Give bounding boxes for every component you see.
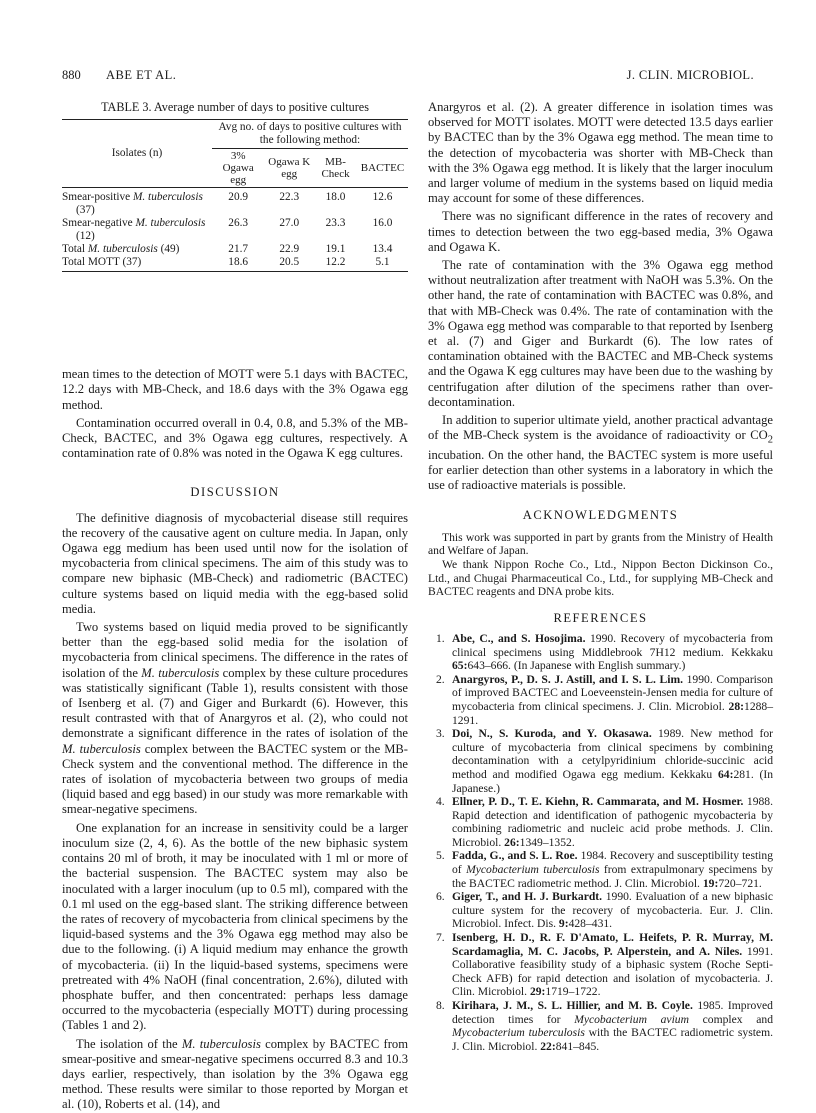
table-row: [62, 243, 408, 256]
col-header-method: MB-Check: [314, 149, 357, 188]
table-3: [62, 100, 408, 272]
table-cell: 27.0: [279, 217, 300, 230]
running-authors: ABE ET AL.: [106, 68, 177, 82]
table-cell: 22.3: [279, 191, 300, 204]
reference-list: [428, 632, 773, 1053]
reference-item: 8. Kirihara, J. M., S. L. Hillier, and M. B. Coyle. 1985. Improved detection times for Mycobacterium avium complex and Mycobacterium tuberculosis with the BACTEC radiometric system. J. Clin. Microbiol. 22:841–845.: [436, 999, 773, 1053]
acknowledgment: We thank Nippon Roche Co., Ltd., Nippon Becton Dickinson Co., Ltd., and Chugai Pharmaceutical Co., Ltd., for supplying MB-Check and BACTEC reagents and DNA probe kits.: [428, 557, 773, 599]
paragraph: One explanation for an increase in sensitivity could be a larger inoculum size (2, 4, 6). As the bottle of the new biphasic system contains 20 ml of broth, it may be inoculated with 1 ml or more of the bacterial suspension. The BACTEC system may also be inoculated with a larger inoculum (up to 0.5 ml), compared with the 0.1 ml used on the egg-based slant. The striking difference between the rates of recovery of mycobacteria from clinical specimens by the liquid-based systems and the 3% Ogawa egg method may also be due to the following. (i) A liquid medium may enhance the growth of mycobacteria. (ii) In the liquid-based systems, specimens were pretreated with 4% NaOH (final concentration, 2.6%), diluted with phosphate buffer, and then concentrated: perhaps less damage occurred to the mycobacteria (especially MOTT) during processing (Tables 1 and 2).: [62, 820, 408, 1033]
row-label: Total M. tuberculosis (49): [62, 243, 180, 256]
left-column: [62, 100, 408, 1113]
reference-item: 5. Fadda, G., and S. L. Roe. 1984. Recovery and susceptibility testing of Mycobacterium tuberculosis from extrapulmonary specimens by the BACTEC radiometric method. J. Clin. Microbiol. 19:720–721.: [436, 849, 773, 890]
reference-item: 3. Doi, N., S. Kuroda, and Y. Okasawa. 1989. New method for culture of mycobacteria from clinical specimens by combining decontamination with a cetylpyridinium chloride-succinic acid method and modified Ogawa egg medium. Kekkaku 64:281. (In Japanese.): [436, 727, 773, 795]
table-row: [62, 188, 408, 218]
table-cell: 19.1: [325, 243, 346, 256]
section-heading-references: REFERENCES: [553, 610, 648, 625]
paragraph: There was no significant difference in the rates of recovery and times to detection between the two egg-based media, 3% Ogawa and Ogawa K.: [428, 209, 773, 254]
journal-name: J. CLIN. MICROBIOL.: [626, 68, 754, 82]
paragraph: Anargyros et al. (2). A greater difference in isolation times was observed for MOTT isolates. MOTT were detected 13.5 days earlier by BACTEC than by the 3% Ogawa egg method. The mean time to the detection of mycobacteria was shorter with MB-Check than with the 3% Ogawa egg method. It is likely that the larger inoculum and larger volume of medium in the systems based on liquid media may account for some of these differences.: [428, 100, 773, 206]
reference-item: 7. Isenberg, H. D., R. F. D'Amato, L. Heifets, P. R. Murray, M. Scardamaglia, M. C. Jacobs, P. Alperstein, and A. Niles. 1991. Collaborative feasibility study of a biphasic system (Roche Septi-Check AFB) for rapid detection and isolation of mycobacteria. J. Clin. Microbiol. 29:1719–1722.: [436, 931, 774, 999]
paragraph: mean times to the detection of MOTT were 5.1 days with BACTEC, 12.2 days with MB-Check, and 18.6 days with the 3% Ogawa egg method.: [62, 367, 408, 412]
table-cell: 23.3: [325, 217, 346, 230]
table-3-grid: [62, 119, 408, 272]
table-cell: 12.2: [314, 256, 357, 272]
table-cell: 21.7: [228, 243, 249, 256]
acknowledgment: This work was supported in part by grants from the Ministry of Health and Welfare of Japan.: [428, 530, 773, 558]
running-header: [62, 68, 754, 86]
paragraph: Contamination occurred overall in 0.4, 0.8, and 5.3% of the MB-Check, BACTEC, and 3% Ogawa egg cultures, respectively. A contamination rate of 0.8% was noted in the Ogawa K egg cultures.: [62, 415, 408, 461]
reference-item: 2. Anargyros, P., D. S. J. Astill, and I. S. L. Lim. 1990. Comparison of improved BACTEC and Loeveenstein-Jensen media for culture of mycobacteria from clinical specimens. J. Clin. Microbiol. 28:1288–1291.: [436, 672, 774, 727]
section-heading-acknowledgments: ACKNOWLEDGMENTS: [522, 507, 679, 522]
col-header-method: 3% Ogawa egg: [212, 149, 264, 188]
table-row: [62, 217, 408, 243]
row-label: Smear-negative M. tuberculosis (12): [62, 217, 206, 243]
table-cell: 20.9: [228, 191, 249, 204]
table-cell: 16.0: [372, 217, 393, 230]
reference-item: 1. Abe, C., and S. Hosojima. 1990. Recovery of mycobacteria from clinical specimens using Middlebrook 7H12 medium. Kekkaku 65:643–666. (In Japanese with English summary.): [436, 631, 773, 673]
table-cell: 20.5: [264, 256, 314, 272]
table-cell: 26.3: [228, 217, 249, 230]
row-label: Smear-positive M. tuberculosis (37): [62, 191, 203, 217]
page-number: 880: [62, 68, 81, 82]
reference-item: 6. Giger, T., and H. J. Burkardt. 1990. Evaluation of a new biphasic culture system for the recovery of mycobacteria. Eur. J. Clin. Microbiol. Infect. Dis. 9:428–431.: [436, 890, 774, 931]
table-cell: 22.9: [279, 243, 300, 256]
table-cell: 18.6: [212, 256, 264, 272]
table-cell: 12.6: [372, 191, 393, 204]
paragraph: Two systems based on liquid media proved to be significantly better than the egg-based solid media for the isolation of mycobacteria from clinical specimens. The difference in the rates of isolation of the M. tuberculosis complex by these culture procedures was statistically significant (Table 1), results consistent with those of Isenberg et al. (7) and Giger and Burkardt (6). However, this result contrasted with that of Anargyros et al. (2), who could not demonstrate a significant difference in the rates of isolation of the M. tuberculosis complex between the BACTEC system or the MB-Check system and the conventional method. The difference in the rates of isolation of mycobacteria between two groups of media (liquid based and egg based) in our study was more remarkable with smear-negative specimens.: [62, 620, 409, 817]
paragraph: The rate of contamination with the 3% Ogawa egg method without neutralization after treatment with NaOH was 5.3%. On the other hand, the rate of contamination with BACTEC was 0.8%, and that with MB-Check was 0.4%. The rate of contamination with the 3% Ogawa egg method was comparable to that reported by Isenberg et al. (7) and Giger and Burkardt (6). The low rates of contamination obtained with the BACTEC and MB-Check systems and the Ogawa K egg cultures may have been due to the washing by centrifugation after dilution of the specimens rather than over-decontamination.: [428, 258, 773, 409]
table-cell: 5.1: [357, 256, 408, 272]
reference-item: 4. Ellner, P. D., T. E. Kiehn, R. Cammarata, and M. Hosmer. 1988. Rapid detection and identification of pathogenic mycobacteria by combining radiometric and nucleic acid probe methods. J. Clin. Microbiol. 26:1349–1352.: [436, 795, 773, 849]
table-cell: 18.0: [325, 191, 346, 204]
paragraph: In addition to superior ultimate yield, another practical advantage of the MB-Check system is the avoidance of radioactivity or $CO_2$ incubation. On the other hand, the BACTEC system is more useful for earlier detection than other systems in a laboratory in which the use of radioactive materials is possible.: [428, 413, 773, 493]
table-caption: TABLE 3. Average number of days to positive cultures: [101, 100, 369, 114]
col-header-method: BACTEC: [357, 149, 408, 188]
table-row: [62, 256, 408, 272]
right-column: [428, 100, 773, 1053]
col-header-method: Ogawa K egg: [264, 149, 314, 188]
paragraph: The isolation of the M. tuberculosis complex by BACTEC from smear-positive and smear-negative specimens occurred 8.3 and 10.3 days earlier, respectively, than isolation by the 3% Ogawa egg method. These results were similar to those reported by Morgan et al. (10), Roberts et al. (14), and: [62, 1036, 408, 1112]
section-heading-discussion: DISCUSSION: [190, 485, 280, 500]
col-header-span: Avg no. of days to positive cultures with the following method:: [212, 120, 408, 149]
table-cell: 13.4: [372, 243, 393, 256]
col-header-isolates: Isolates (n): [62, 120, 212, 188]
row-label: Total MOTT (37): [62, 256, 142, 269]
paragraph: The definitive diagnosis of mycobacterial disease still requires the recovery of the causative agent on culture media. In Japan, only Ogawa egg medium has been used until now for the isolation of mycobacteria from clinical specimens. The aim of this study was to compare new biphasic (MB-Check) and radiometric (BACTEC) culture systems based on liquid media with the egg-based solid media.: [62, 510, 408, 616]
